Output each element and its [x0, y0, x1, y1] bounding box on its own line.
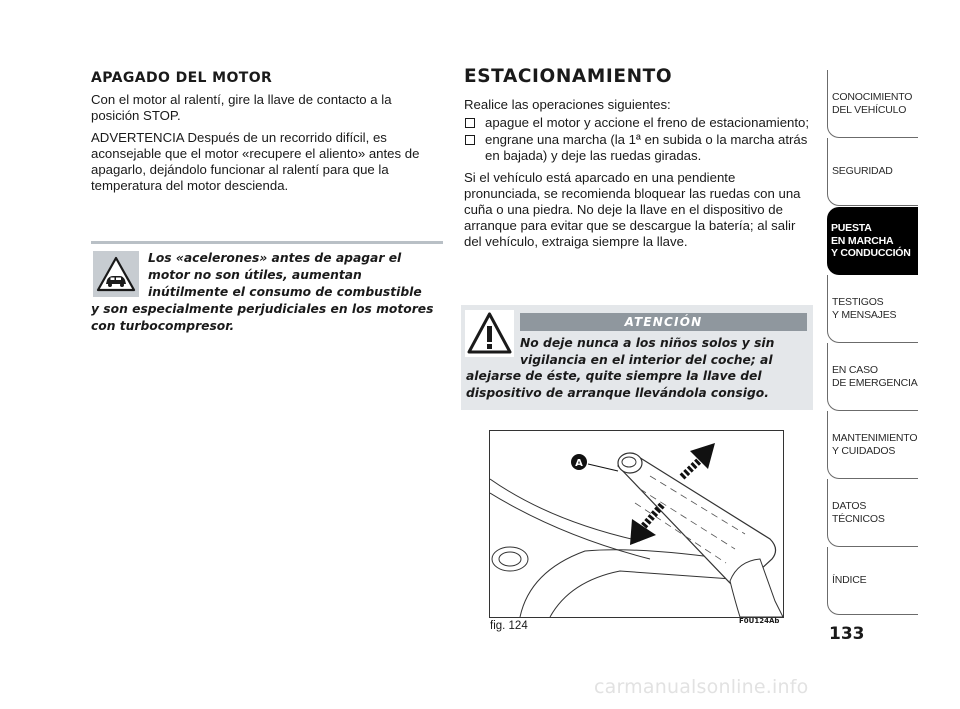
warning-line: vigilancia en el interior del coche; al [520, 352, 773, 367]
tab-label: MANTENIMIENTO [832, 432, 918, 444]
section-heading-parking: ESTACIONAMIENTO [464, 66, 673, 87]
paragraph-slope: Si el vehículo está aparcado en una pendiente pronunciada, se recomienda bloquear las ruedas con una cuña o una piedra. No deje la llave en el dispositivo de arranque para evitar que se descargue la batería; al salir del vehículo, extraiga siempre la llave. [464, 170, 801, 249]
tab-label: Y CONDUCCIÓN [831, 247, 911, 260]
warning-text [466, 335, 808, 401]
warning-line: No deje nunca a los niños solos y sin [520, 336, 775, 350]
tab-label: ÍNDICE [832, 574, 867, 587]
warning-title: ATENCIÓN [520, 313, 807, 331]
tab-seguridad[interactable] [827, 138, 918, 206]
handbrake-figure [489, 430, 784, 618]
steps-list [464, 115, 814, 164]
intro-text: Realice las operaciones siguientes: [464, 97, 671, 112]
tab-label: TESTIGOS [832, 296, 884, 308]
page-number: 133 [829, 624, 865, 644]
list-item [464, 132, 814, 164]
section-heading-engine-off: APAGADO DEL MOTOR [91, 70, 273, 86]
tab-label: Y CUIDADOS [832, 444, 896, 457]
eco-note [91, 250, 443, 335]
tab-label: Y MENSAJES [832, 308, 897, 321]
paragraph-1: Con el motor al ralentí, gire la llave de contacto a la posición STOP. [91, 92, 392, 123]
warning-line: alejarse de éste, quite siempre la llave del [466, 369, 762, 383]
warning-line: dispositivo de arranque llevándola consigo. [466, 385, 769, 400]
watermark: carmanualsonline.info [594, 676, 809, 698]
tab-label: EN MARCHA [831, 234, 894, 247]
tab-label: SEGURIDAD [832, 165, 893, 178]
list-item-text: apague el motor y accione el freno de estacionamiento; [485, 115, 810, 130]
eco-note-line: y son especialmente perjudiciales en los motores [91, 302, 434, 316]
list-item-text: engrane una marcha (la 1ª en subida o la marcha atrás en bajada) y deje las ruedas giradas. [485, 132, 808, 163]
section-divider [91, 241, 443, 244]
eco-note-line: con turbocompresor. [91, 319, 235, 333]
checkbox-bullet-icon [465, 118, 475, 128]
eco-note-line: Los «acelerones» antes de apagar el [148, 251, 402, 265]
tab-mantenimiento[interactable] [827, 411, 918, 479]
tab-label: PUESTA [831, 222, 872, 235]
eco-note-line: inútilmente el consumo de combustible [148, 285, 422, 299]
tab-conocimiento[interactable] [827, 70, 918, 138]
paragraph-2: ADVERTENCIA Después de un recorrido difícil, es aconsejable que el motor «recupere el aliento» antes de apagarlo, dejándolo funcionar al ralentí para que la temperatura del motor descienda. [91, 130, 420, 193]
tab-puesta-en-marcha[interactable] [827, 207, 918, 275]
tab-label: DATOS TÉCNICOS [832, 500, 885, 525]
tab-testigos[interactable] [827, 275, 918, 343]
figure-code: F0U124Ab [739, 617, 780, 625]
callout-label: A [575, 458, 583, 469]
tab-label: EN CASO [832, 364, 878, 376]
eco-note-line: motor no son útiles, aumentan [148, 268, 362, 282]
tab-indice[interactable] [827, 547, 918, 615]
handbrake-lever-illustration [490, 431, 783, 617]
left-column [91, 70, 443, 200]
figure-caption: fig. 124 [490, 620, 528, 632]
list-item [464, 115, 814, 131]
tab-label: CONOCIMIENTO [832, 91, 913, 103]
tab-label: DEL VEHÍCULO [832, 103, 907, 116]
tab-datos-tecnicos[interactable] [827, 479, 918, 547]
tab-emergencia[interactable] [827, 343, 918, 411]
tab-label: DE EMERGENCIA [832, 376, 918, 389]
middle-column [464, 66, 814, 256]
checkbox-bullet-icon [465, 135, 475, 145]
